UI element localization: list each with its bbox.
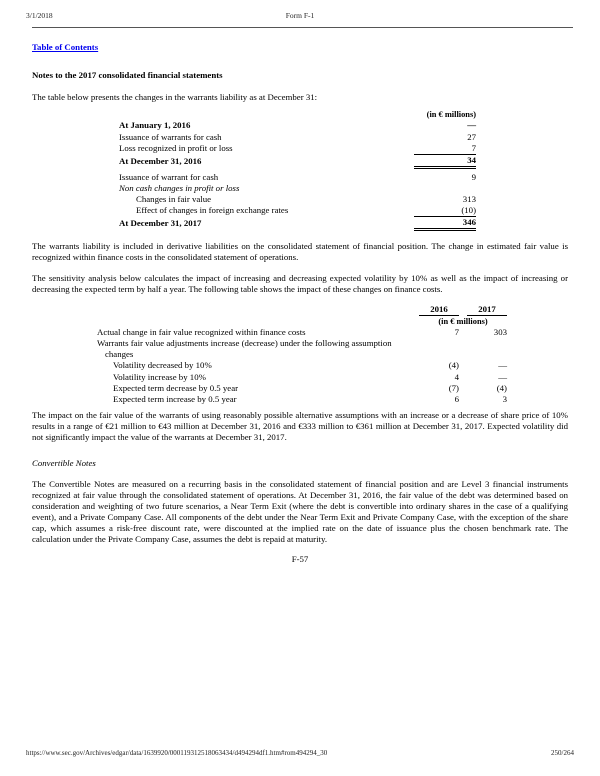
row-label: Issuance of warrants for cash (119, 131, 222, 142)
row-value: 9 (471, 171, 476, 182)
row-value-2017: — (498, 371, 507, 382)
unit-header: (in € millions) (438, 316, 488, 326)
convertible-notes-paragraph: The Convertible Notes are measured on a recurring basis in the consolidated statement of financial position and are Level 3 financial instruments recognized at fair value through the consolidated statement of operations. At December 31, 2016, the fair value of the debt was determined based on consideration and weighting of two future scenarios, a Near Term Exit (where the debt is convertible into ordinary shares in the case of a qualifying event), and a Private Company Case. All components of the debt under the Near Term Exit and Private Company Case, with the exception of the share cap, which assumes a risk-free discount rate, were discounted at the implied rate on the date of issuance plus the chosen benchmark rate. The calculation under the Private Company Case, assumes the debt is repaid at maturity. (32, 478, 568, 544)
row-label: Volatility increase by 10% (113, 371, 206, 382)
footer-url: https://www.sec.gov/Archives/edgar/data/1639920/000119312518063434/d494294df1.htm#rom494294_30 (26, 749, 328, 757)
row-value: 313 (462, 193, 476, 204)
row-value-2016: 6 (454, 393, 459, 404)
table-row (97, 383, 507, 394)
column-header-2017: 2017 (467, 304, 507, 316)
table-row (119, 167, 476, 183)
row-value-2017: 3 (502, 393, 507, 404)
table-total-row (119, 216, 476, 229)
table-unit-row (119, 109, 476, 120)
row-value: 346 (414, 216, 476, 229)
row-value-2017: — (498, 360, 507, 371)
row-value-2017: (4) (496, 382, 507, 393)
warrants-paragraph: The warrants liability is included in derivative liabilities on the consolidated statement of financial position. The change in estimated fair value is recognized within finance costs in the consolidated statement of operations. (32, 240, 568, 262)
row-label: At January 1, 2016 (119, 120, 191, 131)
convertible-notes-heading: Convertible Notes (32, 457, 96, 468)
table-row (97, 360, 507, 371)
table-header-row (97, 304, 507, 316)
row-label: At December 31, 2017 (119, 218, 202, 229)
table-row (119, 120, 476, 131)
form-title: Form F-1 (285, 11, 315, 20)
row-label: Warrants fair value adjustments increase (decrease) under the following assumption changes (97, 338, 392, 360)
row-label: At December 31, 2016 (119, 156, 202, 167)
row-label: Non cash changes in profit or loss (119, 182, 240, 193)
table-row (97, 327, 507, 338)
row-value: (10) (414, 205, 476, 217)
row-label: Volatility decreased by 10% (113, 360, 212, 371)
row-value-2016: 7 (454, 327, 459, 338)
row-label: Loss recognized in profit or loss (119, 143, 233, 154)
table-row (119, 205, 476, 217)
table-row (119, 143, 476, 155)
row-value-2016: (4) (448, 360, 459, 371)
row-value (414, 183, 476, 194)
table-row (119, 194, 476, 205)
row-value: 7 (414, 143, 476, 155)
intro-paragraph: The table below presents the changes in the warrants liability as at December 31: (32, 92, 318, 102)
print-header (0, 0, 600, 27)
table-of-contents-link[interactable]: Table of Contents (32, 42, 99, 52)
row-label: Effect of changes in foreign exchange rates (136, 205, 289, 216)
row-value-2016 (419, 338, 459, 360)
row-label: Issuance of warrant for cash (119, 171, 219, 182)
row-label: Expected term increase by 0.5 year (113, 393, 237, 404)
row-label: Actual change in fair value recognized within finance costs (97, 327, 306, 338)
sensitivity-table (97, 304, 507, 405)
print-footer (26, 748, 574, 759)
row-label: Changes in fair value (136, 193, 211, 204)
section-title: Notes to the 2017 consolidated financial statements (32, 70, 223, 80)
table-total-row (119, 154, 476, 167)
row-value: — (467, 120, 476, 131)
table-row (119, 183, 476, 194)
row-value-2016: (7) (448, 382, 459, 393)
footer-page-indicator: 250/264 (551, 749, 574, 757)
table-unit-row (97, 315, 507, 327)
table-row (97, 338, 507, 360)
sensitivity-paragraph: The sensitivity analysis below calculates the impact of increasing and decreasing expected volatility by 10% as well as the impact of increasing or decreasing the expected term by half a year. The following table shows the impact of these changes on finance costs. (32, 272, 568, 294)
print-date: 3/1/2018 (26, 11, 53, 20)
row-value: 27 (467, 131, 476, 142)
impact-paragraph: The impact on the fair value of the warrants of using reasonably possible alternative assumptions with an increase or a decrease of share price of 10% results in a range of €21 million to €43 million at December 31, 2016 and €333 million to €361 million at December 31, 2017. Expected volatility did not significantly impact the value of the warrants at December 31, 2017. (32, 409, 568, 442)
document-content (0, 28, 600, 565)
column-header-2016: 2016 (419, 304, 459, 316)
row-value: 34 (414, 154, 476, 167)
page-number: F-57 (291, 553, 309, 564)
unit-header: (in € millions) (426, 110, 476, 120)
row-value-2016: 4 (454, 371, 459, 382)
table-row (97, 371, 507, 382)
table-row (119, 131, 476, 142)
row-value-2017: 303 (493, 327, 507, 338)
row-value-2017 (467, 338, 507, 360)
warrants-liability-table (119, 109, 476, 231)
table-row (97, 394, 507, 405)
row-label: Expected term decrease by 0.5 year (113, 382, 239, 393)
